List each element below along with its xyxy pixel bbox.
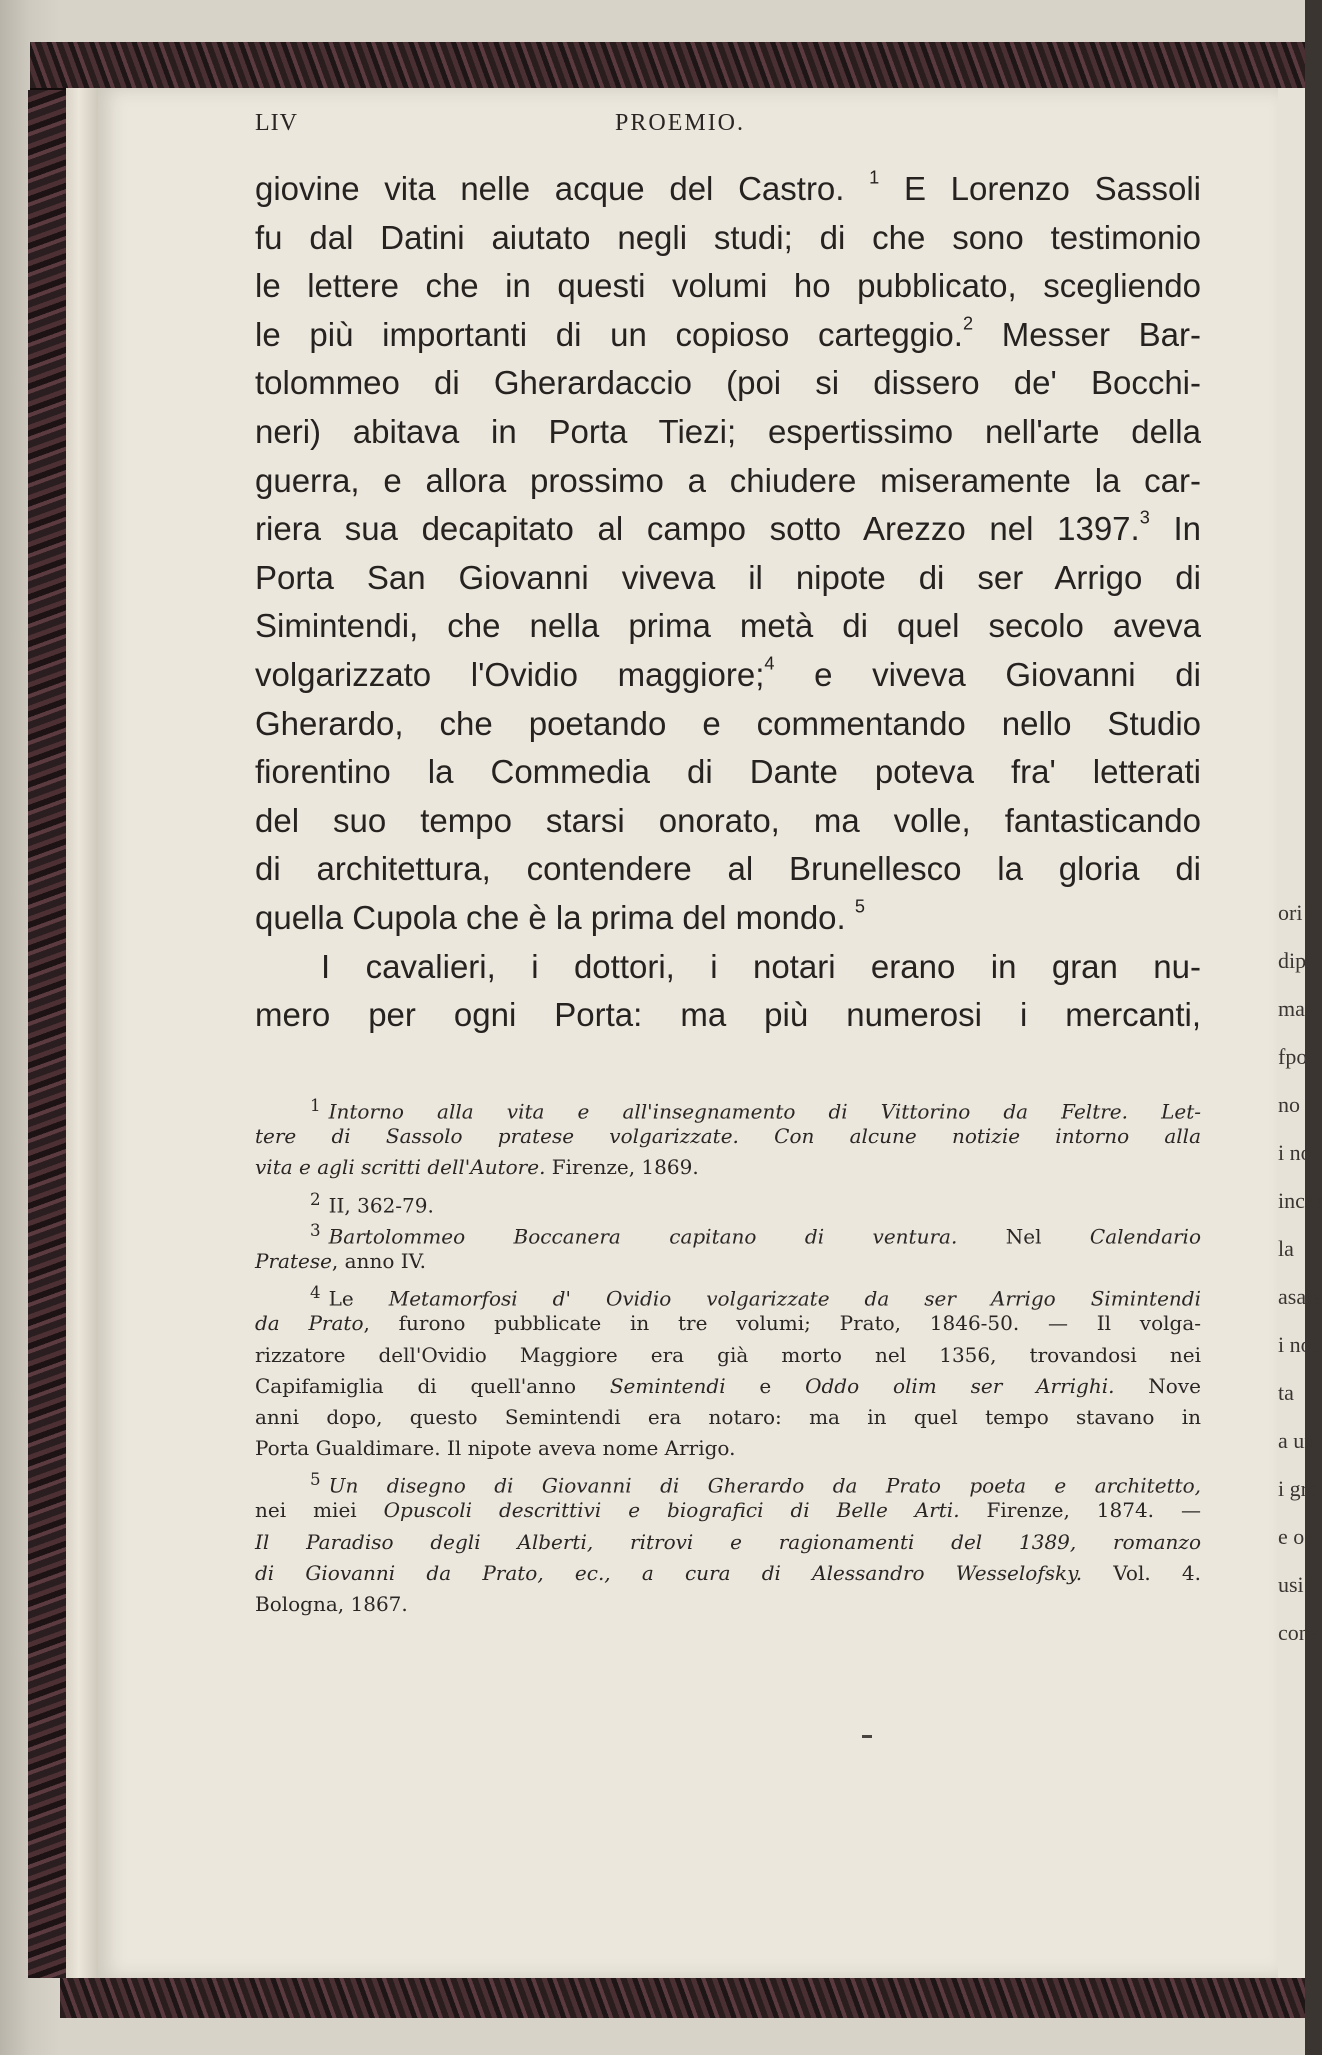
footnote-line — [255, 1527, 1201, 1558]
footnote-text: nei miei — [255, 1498, 384, 1523]
text-line-content: le lettere che in questi volumi ho pubblicato, scegliendo — [255, 267, 1201, 305]
footnote-line — [255, 1464, 1201, 1498]
footnote-text: Pratese — [255, 1248, 332, 1273]
text-line-content: quella Cupola che è la prima del mondo. — [255, 898, 855, 936]
footnote-text: Bartolommeo Boccanera capitano di ventura. — [328, 1224, 958, 1249]
footnote-text: Metamorfosi d' Ovidio volgarizzate da ser Arrigo Simintendi — [388, 1286, 1201, 1311]
footnote-reference: 2 — [962, 313, 974, 334]
text-line-content: riera sua decapitato al campo sotto Arezzo nel 1397. — [255, 510, 1140, 548]
footnote-text: , anno IV. — [331, 1248, 426, 1273]
text-line-content: tolommeo di Gherardaccio (poi si dissero de' Bocchi- — [255, 364, 1201, 402]
footnote-line — [255, 1152, 1201, 1183]
text-line — [255, 214, 1201, 263]
facing-page-fragment: no — [1278, 1092, 1300, 1117]
text-line — [255, 943, 1201, 992]
footnote-text: Oddo olim ser Arrighi. — [805, 1373, 1115, 1398]
text-line — [255, 408, 1201, 457]
text-line — [255, 457, 1201, 506]
facing-page-fragment: i noi — [1278, 1332, 1318, 1357]
text-line — [255, 602, 1201, 651]
text-line — [255, 894, 1201, 943]
footnote-text: da Prato — [255, 1311, 364, 1336]
footnote-line — [255, 1371, 1201, 1402]
facing-page-fragment: la — [1278, 1236, 1294, 1261]
text-line — [255, 311, 1201, 360]
text-line-content: giovine vita nelle acque del Castro. — [255, 170, 870, 207]
footnote-reference: 5 — [854, 896, 865, 917]
footnote-mark: 1 — [310, 1096, 321, 1115]
footnote-4 — [255, 1277, 1201, 1464]
footnote-text: II, 362-79. — [328, 1193, 434, 1218]
footnote-text: anni dopo, questo Semintendi era notaro: ma in quel tempo stavano in — [255, 1404, 1201, 1429]
footnote-text: e — [725, 1373, 806, 1398]
footnote-text: Nove — [1114, 1373, 1201, 1398]
footnote-text: Un disegno di Giovanni di Gherardo da Prato poeta e architetto, — [328, 1473, 1201, 1498]
text-line — [255, 797, 1201, 846]
footnote-reference: 1 — [869, 167, 880, 188]
facing-page-fragment: asala — [1278, 1284, 1322, 1309]
footnote-text: Firenze, 1874. — — [959, 1498, 1201, 1523]
footnote-text: rizzatore dell'Ovidio Maggiore era già morto nel 1356, trovandosi nei — [255, 1342, 1201, 1367]
footnote-mark: 5 — [310, 1470, 321, 1490]
footnote-text: tere di Sassolo pratese volgarizzate. Con alcune notizie intorno alla — [255, 1124, 1201, 1149]
footnote-line — [255, 1433, 1201, 1464]
footnote-text: Il Paradiso degli Alberti, ritrovi e ragionamenti del 1389, romanzo — [255, 1529, 1201, 1554]
text-line-content: fu dal Datini aiutato negli studi; di che sono testimonio — [255, 218, 1201, 256]
footnote-reference: 4 — [764, 653, 775, 674]
book-cover-top-edge — [30, 42, 1305, 90]
footnote-text: Firenze, 1869. — [545, 1155, 699, 1180]
footnote-5 — [255, 1464, 1201, 1620]
facing-page-sliver — [1278, 88, 1322, 1978]
page-stack-edge — [66, 88, 98, 1978]
printer-mark — [862, 1735, 872, 1738]
footnote-3 — [255, 1215, 1201, 1277]
text-line-content: E Lorenzo Sassoli — [879, 170, 1201, 207]
footnote-mark: 4 — [310, 1283, 321, 1303]
footnote-line — [255, 1277, 1201, 1311]
facing-page-fragment: dip — [1278, 948, 1307, 973]
footnote-text: vita e agli scritti dell'Autore. — [255, 1155, 546, 1180]
footnote-reference: 3 — [1139, 507, 1150, 528]
facing-page-fragment: fpo — [1278, 1044, 1308, 1069]
footnote-1 — [255, 1090, 1201, 1184]
facing-page-fragment: a un — [1278, 1428, 1316, 1453]
text-line-content: guerra, e allora prossimo a chiudere miseramente la car- — [255, 461, 1201, 499]
text-line — [255, 165, 1201, 214]
text-line — [255, 554, 1201, 603]
footnote-line — [255, 1589, 1201, 1620]
facing-page-fragment: i gra — [1278, 1476, 1318, 1501]
footnote-line — [255, 1215, 1201, 1249]
footnote-mark: 3 — [310, 1220, 321, 1240]
text-line — [255, 359, 1201, 408]
text-line-content: Messer Bar- — [973, 315, 1201, 353]
page-number: LIV — [255, 110, 298, 136]
text-line-content: Porta San Giovanni viveva il nipote di ser Arrigo di — [255, 558, 1201, 596]
text-line — [255, 991, 1201, 1040]
facing-page-fragment: usi — [1278, 1572, 1304, 1597]
footnote-line — [255, 1340, 1201, 1371]
book-cover-left-edge — [28, 90, 68, 1978]
book-cover-bottom-edge — [60, 1978, 1305, 2018]
footnote-text: Opuscoli descrittivi e biografici di Belle Arti. — [383, 1498, 960, 1523]
footnote-line — [255, 1090, 1201, 1124]
text-line-content: di architettura, contendere al Brunellesco la gloria di — [255, 850, 1201, 888]
footnote-text: Semintendi — [609, 1373, 726, 1398]
footnote-line — [255, 1402, 1201, 1433]
text-line-content: Simintendi, che nella prima metà di quel secolo aveva — [255, 607, 1201, 645]
footnote-line — [255, 1246, 1201, 1277]
text-line — [255, 262, 1201, 311]
facing-page-fragment: e o — [1278, 1524, 1305, 1549]
footnote-line — [255, 1184, 1201, 1218]
text-line-content: neri) abitava in Porta Tiezi; espertissimo nell'arte della — [255, 412, 1201, 450]
footnote-text: , furono pubblicate in tre volumi; Prato, 1846-50. — Il volga- — [363, 1311, 1201, 1336]
footnote-line — [255, 1308, 1201, 1339]
text-line-content: e viveva Giovanni di — [774, 655, 1201, 693]
footnotes — [255, 1090, 1201, 1620]
facing-page-fragment: ori — [1278, 900, 1303, 925]
facing-page-fragment: ma — [1278, 996, 1305, 1021]
footnote-text: di Giovanni da Prato, ec., a cura di Alessandro Wesselofsky. — [255, 1560, 1083, 1585]
footnote-text: Capifamiglia di quell'anno — [255, 1373, 610, 1398]
text-line-content: Gherardo, che poetando e commentando nello Studio — [255, 704, 1201, 742]
facing-page-fragment: cona — [1278, 1620, 1320, 1645]
footnote-2 — [255, 1184, 1201, 1218]
footnote-text: Vol. 4. — [1082, 1560, 1201, 1585]
text-line-content: In — [1149, 510, 1201, 548]
footnote-line — [255, 1121, 1201, 1152]
footnote-line — [255, 1495, 1201, 1526]
text-line-content: mero per ogni Porta: ma più numerosi i mercanti, — [255, 996, 1201, 1034]
text-line-content: le più importanti di un copioso carteggio. — [255, 315, 963, 353]
facing-page-fragment: ta — [1278, 1380, 1294, 1405]
footnote-text: Bologna, 1867. — [255, 1592, 408, 1616]
facing-page-fragment: i no — [1278, 1140, 1312, 1165]
text-line-content: fiorentino la Commedia di Dante poteva fra' letterati — [255, 753, 1201, 791]
text-line — [255, 651, 1201, 700]
text-line-content: volgarizzato l'Ovidio maggiore; — [255, 655, 765, 693]
footnote-line — [255, 1558, 1201, 1589]
text-line — [255, 748, 1201, 797]
footnote-text: Calendario — [1089, 1224, 1201, 1249]
footnote-text: Porta Gualdimare. Il nipote aveva nome Arrigo. — [255, 1436, 736, 1461]
facing-page-fragment: incer — [1278, 1188, 1322, 1213]
text-line-content: del suo tempo starsi onorato, ma volle, fantasticando — [255, 801, 1201, 839]
text-line — [255, 505, 1201, 554]
main-text — [255, 165, 1201, 1040]
footnote-text: Intorno alla vita e all'insegnamento di Vittorino da Feltre. Let- — [328, 1099, 1201, 1124]
text-line-content: I cavalieri, i dottori, i notari erano in gran nu- — [321, 947, 1201, 985]
text-line — [255, 845, 1201, 894]
running-title: PROEMIO. — [615, 110, 746, 136]
footnote-text: Nel — [957, 1224, 1090, 1249]
footnote-mark: 2 — [310, 1189, 321, 1209]
footnote-text: Le — [328, 1286, 389, 1311]
text-line — [255, 700, 1201, 749]
